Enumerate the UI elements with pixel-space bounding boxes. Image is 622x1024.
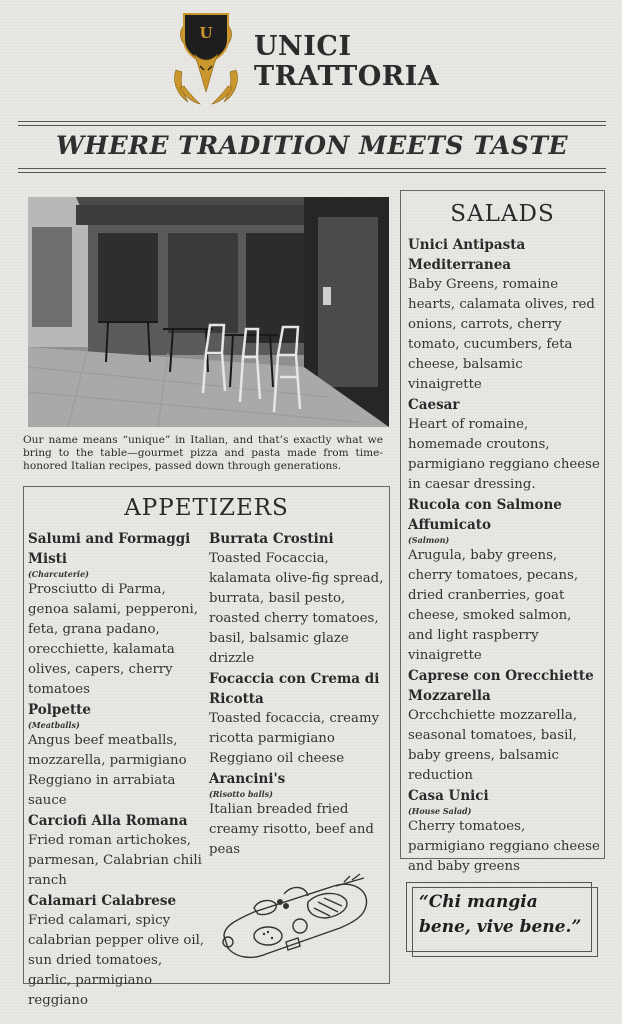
item-description: Prosciutto di Parma, genoa salami, pepperoni, feta, grana padano, orecchiette, kalamata olives, capers, cherry tomatoes [28, 582, 199, 697]
item-title: Caesar [408, 397, 460, 413]
divider-top-2 [18, 125, 606, 126]
logo-letter: U [199, 24, 213, 42]
brand-line-2: TRATTORIA [254, 61, 440, 92]
tagline: WHERE TRADITION MEETS TASTE [55, 131, 569, 160]
divider-bottom-1 [18, 168, 606, 169]
item-subtitle: (Meatballs) [28, 720, 80, 730]
item-description: Cherry tomatoes, parmigiano reggiano cheese and baby greens [408, 819, 600, 874]
menu-item [408, 666, 600, 786]
item-title: Focaccia con Crema di Ricotta [209, 671, 380, 707]
divider-top-1 [18, 121, 606, 122]
storefront-photo [28, 197, 389, 427]
item-title: Arancini's [209, 771, 286, 787]
menu-item [28, 700, 206, 811]
salads-heading: SALADS [450, 201, 555, 227]
item-description: Heart of romaine, homemade croutons, parmigiano reggiano cheese in caesar dressing. [408, 417, 600, 492]
divider-bottom-2 [18, 172, 606, 173]
menu-item [28, 529, 206, 700]
menu-item [209, 769, 385, 860]
item-description: Toasted focaccia, creamy ricotta parmigiano Reggiano oil cheese [209, 711, 380, 766]
menu-item [28, 891, 206, 1011]
item-description: Baby Greens, romaine hearts, calamata olives, red onions, carrots, cherry tomato, cucumbers, feta cheese, balsamic vinaigrette [408, 277, 595, 392]
item-title: Rucola con Salmone Affumicato [408, 497, 562, 533]
trattoria-logo [170, 10, 242, 112]
item-title: Caprese con Orecchiette Mozzarella [408, 668, 594, 704]
item-title: Polpette [28, 702, 92, 718]
menu-item [408, 235, 600, 395]
item-title: Calamari Calabrese [28, 893, 177, 909]
item-description: Toasted Focaccia, kalamata olive-fig spread, burrata, basil pesto, roasted cherry tomatoes, basil, balsamic glaze drizzle [209, 551, 384, 666]
menu-item [408, 495, 600, 666]
brand-line-1: UNICI [254, 31, 352, 62]
item-title: Unici Antipasta Mediterranea [408, 237, 526, 273]
item-description: Arugula, baby greens, cherry tomatoes, pecans, dried cranberries, goat cheese, smoked salmon, and light raspberry vinaigrette [408, 548, 579, 663]
item-title: Burrata Crostini [209, 531, 334, 547]
menu-item [408, 786, 600, 877]
item-title: Carciofi Alla Romana [28, 813, 188, 829]
item-subtitle: (Risotto balls) [209, 789, 273, 799]
menu-item [28, 811, 206, 891]
charcuterie-board-illustration [214, 872, 374, 964]
menu-item [209, 669, 385, 769]
menu-item [209, 529, 385, 669]
item-title: Salumi and Formaggi Misti [28, 531, 191, 567]
item-description: Fried calamari, spicy calabrian pepper olive oil, sun dried tomatoes, garlic, parmigiano reggiano [28, 913, 205, 1008]
item-title: Casa Unici [408, 788, 489, 804]
item-description: Orcchchiette mozzarella, seasonal tomatoes, basil, baby greens, balsamic reduction [408, 708, 578, 783]
appetizers-right-column [209, 529, 385, 860]
brand-name [254, 32, 439, 92]
item-description: Italian breaded fried creamy risotto, beef and peas [209, 802, 374, 857]
quote-text: “Chi mangia bene, vive bene.” [419, 892, 582, 937]
appetizers-left-column [28, 529, 206, 1011]
salads-list [408, 235, 600, 877]
salads-section [400, 190, 605, 874]
item-subtitle: (House Salad) [408, 806, 472, 816]
appetizers-heading: APPETIZERS [124, 495, 289, 521]
item-description: Angus beef meatballs, mozzarella, parmigiano Reggiano in arrabiata sauce [28, 733, 187, 808]
item-subtitle: (Charcuterie) [28, 569, 89, 579]
menu-item [408, 395, 600, 495]
item-subtitle: (Salmon) [408, 535, 450, 545]
intro-text: Our name means “unique” in Italian, and that’s exactly what we bring to the table—gourmet pizza and pasta made from time-honored Italian recipes, passed down through generations. [23, 434, 383, 472]
item-description: Fried roman artichokes, parmesan, Calabrian chili ranch [28, 833, 202, 888]
